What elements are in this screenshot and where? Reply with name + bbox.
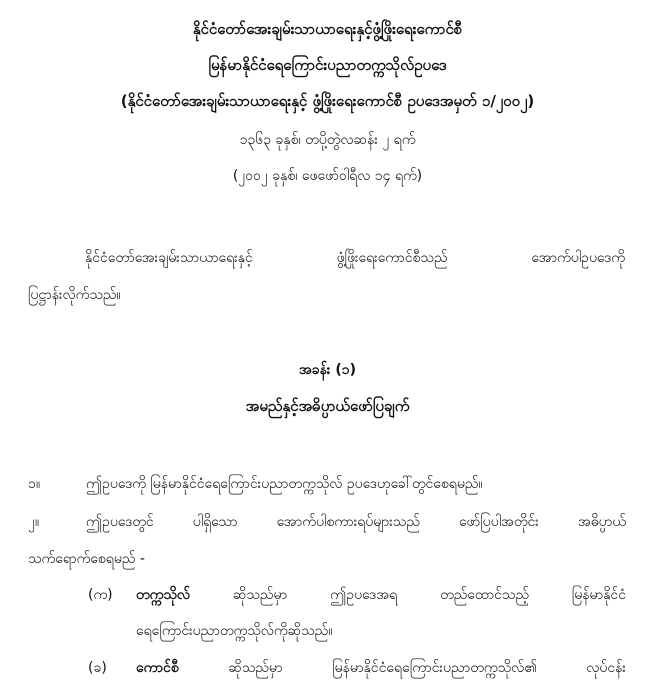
chapter-number: အခန်း (၁) [298, 362, 357, 378]
definition-a-term: တက္ကသိုလ် [136, 587, 190, 603]
section-2-word: ဤဥပဒေတွင် [86, 514, 154, 530]
definition-a-word: ဆိုသည်မှာ [232, 587, 288, 603]
header-law-number: (နိုင်ငံတော်အေးချမ်းသာယာရေးနှင့် ဖွံ့ဖြိုးရေးကောင်စီ ဥပဒေအမှတ် ၁/၂၀၀၂) [120, 92, 535, 110]
definition-b-number: (ခ) [88, 660, 107, 676]
chapter-title: အမည်နှင့်အဓိပ္ပာယ်ဖော်ပြချက် [245, 397, 410, 415]
section-1-text: ဤဥပဒေကို မြန်မာနိုင်ငံရေကြောင်းပညာတက္ကသိုလ် ဥပဒေဟုခေါ်တွင်စေရမည်။ [86, 476, 483, 492]
definition-b-word: ဆိုသည်မှာ [228, 660, 283, 676]
definition-a-word: တည်ထောင်သည့် [440, 587, 529, 603]
section-2-word: ပါရှိသော [192, 514, 238, 530]
header-myanmar-date: ၁၃၆၃ ခုနှစ်၊ တပို့တွဲလဆန်း ၂ ရက် [239, 132, 416, 148]
section-2-word: အဓိပ္ပာယ် [577, 514, 626, 530]
section-1-number: ၁။ [28, 476, 41, 492]
section-2-line-2: သက်ရောက်စေရမည် - [28, 551, 145, 567]
preamble-line-1 [85, 248, 625, 269]
header-council-name: နိုင်ငံတော်အေးချမ်းသာယာရေးနှင့်ဖွံ့ဖြိုးရေးကောင်စီ [192, 20, 463, 38]
section-2-line-1 [86, 512, 626, 533]
preamble-word: ဖွံ့ဖြိုးရေးကောင်စီသည် [336, 250, 448, 266]
preamble-line-2: ပြဋ္ဌာန်းလိုက်သည်။ [28, 287, 121, 303]
definition-b-word: မြန်မာနိုင်ငံရေကြောင်းပညာတက္ကသိုလ်၏ [332, 660, 537, 676]
section-2-word: ဖော်ပြပါအတိုင်း [458, 514, 539, 530]
definition-a-word: မြန်မာနိုင်ငံ [571, 587, 626, 603]
definition-b-line-1 [136, 658, 626, 679]
definition-a-line-2: ရေကြောင်းပညာတက္ကသိုလ်ကိုဆိုသည်။ [136, 623, 333, 639]
definition-a-line-1 [136, 585, 626, 606]
definition-b-word: လုပ်ငန်း [586, 660, 626, 676]
preamble-word: အောက်ပါဥပဒေကို [531, 250, 625, 266]
definition-a-number: (က) [88, 587, 113, 603]
definition-b-term: ကောင်စီ [136, 660, 179, 676]
header-gregorian-date: (၂၀၀၂ ခုနှစ်၊ ဖေဖော်ဝါရီလ ၁၄ ရက်) [232, 168, 423, 184]
section-2-word: အောက်ပါစကားရပ်များသည် [276, 514, 420, 530]
section-2-number: ၂။ [28, 514, 40, 530]
preamble-word: နိုင်ငံတော်အေးချမ်းသာယာရေးနှင့် [85, 250, 253, 266]
definition-a-word: ဤဥပဒေအရ [330, 587, 398, 603]
header-law-title: မြန်မာနိုင်ငံရေကြောင်းပညာတက္ကသိုလ်ဥပဒေ [208, 56, 447, 74]
